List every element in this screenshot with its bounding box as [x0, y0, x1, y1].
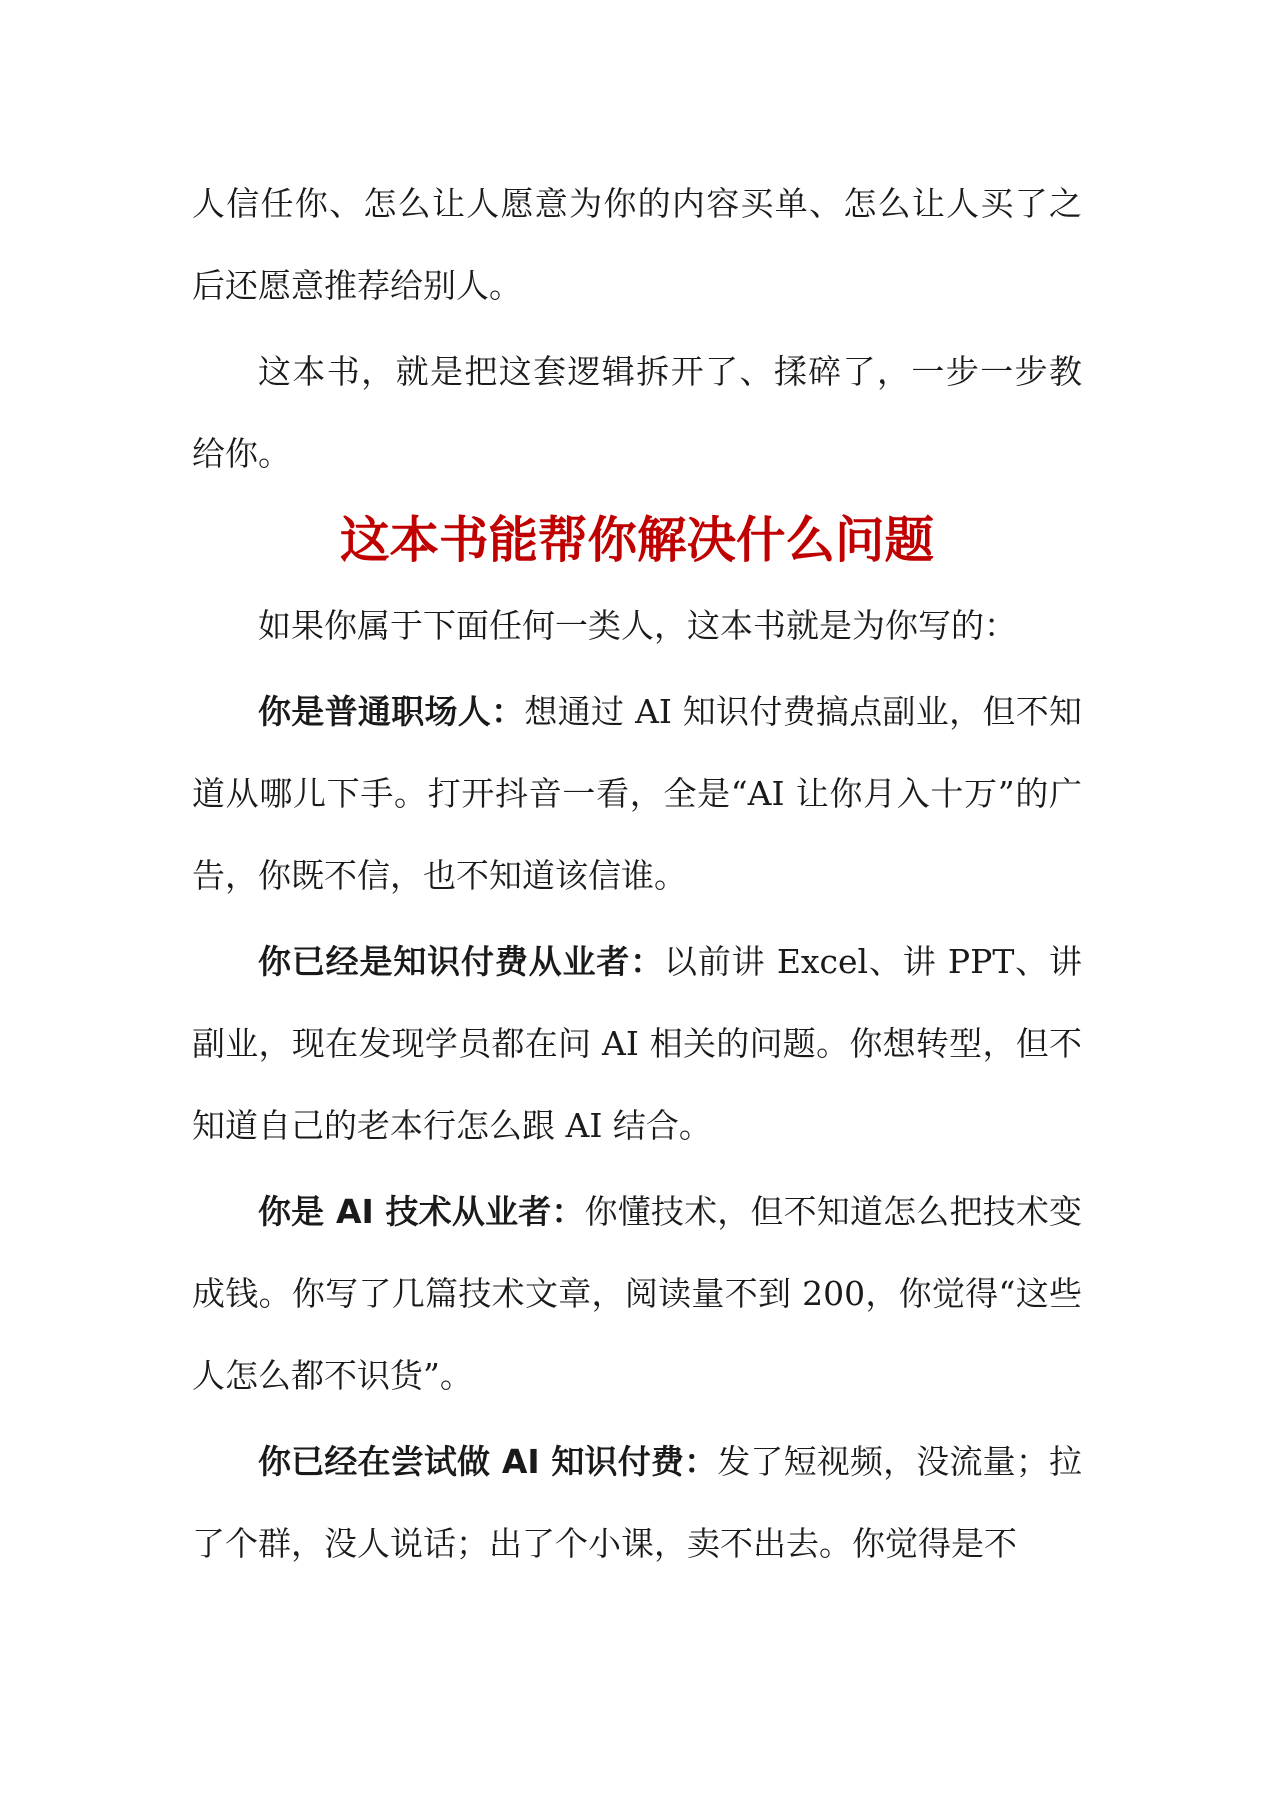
case-lead: 你是普通职场人：	[258, 692, 525, 731]
paragraph-text: 这本书，就是把这套逻辑拆开了、揉碎了，一步一步教给你。	[192, 352, 1082, 473]
case-text: 想通过 AI 知识付费搞点副业，但不知道从哪儿下手。打开抖音一看，全是“AI 让你月入十万”的广告，你既不信，也不知道该信谁。	[192, 692, 1082, 895]
paragraph-case-trying	[192, 1421, 1082, 1585]
paragraph-summary	[192, 331, 1082, 495]
document-body	[192, 163, 1082, 1589]
case-lead: 你是 AI 技术从业者：	[258, 1192, 585, 1231]
case-lead: 你已经在尝试做 AI 知识付费：	[258, 1442, 718, 1481]
case-lead: 你已经是知识付费从业者：	[258, 942, 664, 981]
paragraph-intro	[192, 585, 1082, 667]
paragraph-case-practitioner	[192, 921, 1082, 1167]
paragraph-text: 人信任你、怎么让人愿意为你的内容买单、怎么让人买了之后还愿意推荐给别人。	[192, 184, 1082, 305]
section-heading: 这本书能帮你解决什么问题	[340, 511, 934, 569]
paragraph-case-ai-engineer	[192, 1171, 1082, 1417]
case-text: 发了短视频，没流量；拉了个群，没人说话；出了个小课，卖不出去。你觉得是不	[192, 1442, 1083, 1563]
paragraph-continuation	[192, 163, 1082, 327]
case-text: 以前讲 Excel、讲 PPT、讲副业，现在发现学员都在问 AI 相关的问题。你想转型，但不知道自己的老本行怎么跟 AI 结合。	[192, 942, 1082, 1145]
paragraph-case-office-worker	[192, 671, 1082, 917]
paragraph-text: 如果你属于下面任何一类人，这本书就是为你写的：	[258, 606, 1017, 645]
case-text: 你懂技术，但不知道怎么把技术变成钱。你写了几篇技术文章，阅读量不到 200，你觉得“这些人怎么都不识货”。	[192, 1192, 1082, 1395]
